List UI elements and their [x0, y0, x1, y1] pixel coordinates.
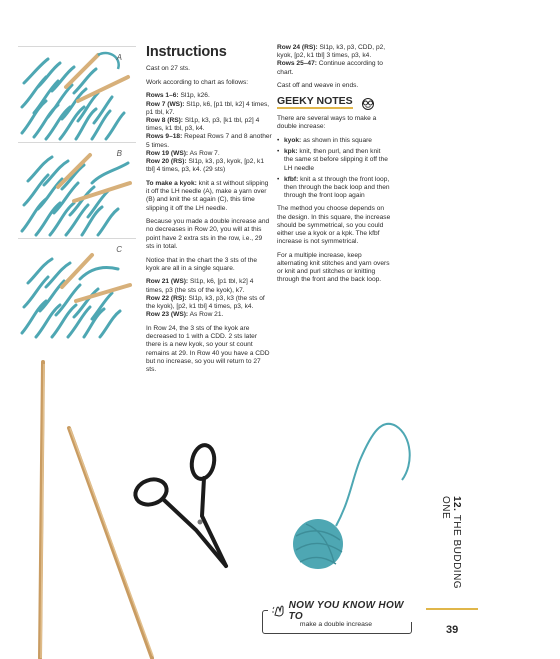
list-item: • kfbf: knit a st through the front loop, then through the back loop and then through the front loop again — [277, 176, 391, 201]
list-item: • kpk: knit, then purl, and then knit the same st before slipping it off the LH needle — [277, 148, 391, 173]
kyok-instructions: To make a kyok: knit a st without slipping it off the LH needle (A), make a yarn over (B) and knit the st again (C), this time slipping it off the LH needle. — [146, 179, 269, 212]
instructions-column — [146, 44, 272, 380]
illustration-label: B — [116, 149, 122, 158]
row-item: Row 22 (RS): Sl1p, k3, p3, k3 (the sts of the kyok), [p2, k1 tbl] 4 times, p3, k4. — [146, 294, 265, 311]
gold-divider — [426, 608, 478, 610]
row-item: Row 21 (WS): Sl1p, k6, [p1 tbl, k2] 4 times, p3 (the sts of the kyok), k7. — [146, 278, 254, 294]
cast-off-text: Cast off and weave in ends. — [277, 82, 359, 90]
row-item: Row 19 (WS): As Row 7. — [146, 149, 220, 157]
intro-text: Work according to chart as follows: — [146, 78, 249, 86]
notes-column — [277, 44, 391, 290]
row24-note: In Row 24, the 3 sts of the kyok are decreased to 1 with a CDD. 2 sts later there is a new kyok, so your st count remains at 29. In Row 40 you have a CDD but no increase, so you will return to 27 sts. — [146, 324, 270, 373]
multiple-increase-note: For a multiple increase, keep alternating knit stitches and yarn overs or knit and purl stitches or knitting through the front and the back loop. — [277, 251, 390, 284]
scissors-image — [132, 443, 226, 566]
illustration-label: C — [116, 245, 122, 254]
row-item: Rows 25–47: Continue according to chart. — [277, 60, 383, 76]
nerd-glasses-icon — [358, 96, 378, 110]
geeky-notes-title: GEEKY NOTES — [277, 95, 353, 108]
chart-note: Notice that in the chart the 3 sts of the kyok are all in a single square. — [146, 256, 258, 272]
row-item: Rows 9–18: Repeat Rows 7 and 8 another 5 times. — [146, 133, 272, 149]
yarn-ball-image — [293, 424, 410, 569]
row-list-2 — [146, 278, 272, 319]
method-note: The method you choose depends on the design. In this square, the increase should be symmetrical, so you could either use a kyok or a kpk. The kfbf increase is not symmetrical. — [277, 205, 391, 246]
row-list-3 — [277, 44, 391, 77]
illustration-b — [18, 142, 136, 237]
chapter-title: 12. THE BUDDING ONE — [440, 496, 462, 590]
now-you-know-subtitle: make a double increase — [299, 621, 373, 628]
row-item: Rows 1–6: Sl1p, k26. — [146, 92, 210, 100]
increase-methods-list — [277, 137, 391, 200]
knitting-needles-image — [40, 362, 153, 658]
now-you-know-title: NOW YOU KNOW HOW TO — [268, 600, 412, 622]
illustration-c — [18, 238, 136, 339]
page-number: 39 — [446, 624, 459, 636]
now-you-know-box — [262, 600, 412, 634]
row-item: Row 20 (RS): Sl1p, k3, p3, kyok, [p2, k1 tbl] 4 times, p3, k4. (29 sts) — [146, 158, 265, 174]
row-item: Row 7 (WS): Sl1p, k6, [p1 tbl, k2] 4 times, p1 tbl, k7. — [146, 100, 270, 116]
double-increase-note: Because you made a double increase and no decreases in Row 20, you will at this point have 2 extra sts in the row, i.e., 29 sts in total. — [146, 218, 270, 250]
geeky-intro: There are several ways to make a double increase: — [277, 115, 377, 131]
illustration-label: A — [116, 53, 122, 62]
list-item: • kyok: as shown in this square — [277, 137, 391, 145]
geeky-notes-heading — [277, 96, 391, 110]
row-list — [146, 92, 272, 174]
clapping-hands-icon — [272, 605, 285, 617]
instructions-title: Instructions — [146, 44, 227, 60]
row-item: Row 23 (WS): As Row 21. — [146, 311, 224, 319]
knitting-stitch-illustration — [18, 239, 136, 339]
illustration-a — [18, 46, 136, 141]
cast-on-text: Cast on 27 sts. — [146, 65, 190, 72]
row-item: Row 8 (RS): Sl1p, k3, p3, [k1 tbl, p2] 4 times, k1 tbl, p3, k4. — [146, 117, 260, 133]
row-item: Row 24 (RS): Sl1p, k3, p3, CDD, p2, kyok, [p2, k1 tbl] 3 times, p3, k4. — [277, 44, 386, 60]
